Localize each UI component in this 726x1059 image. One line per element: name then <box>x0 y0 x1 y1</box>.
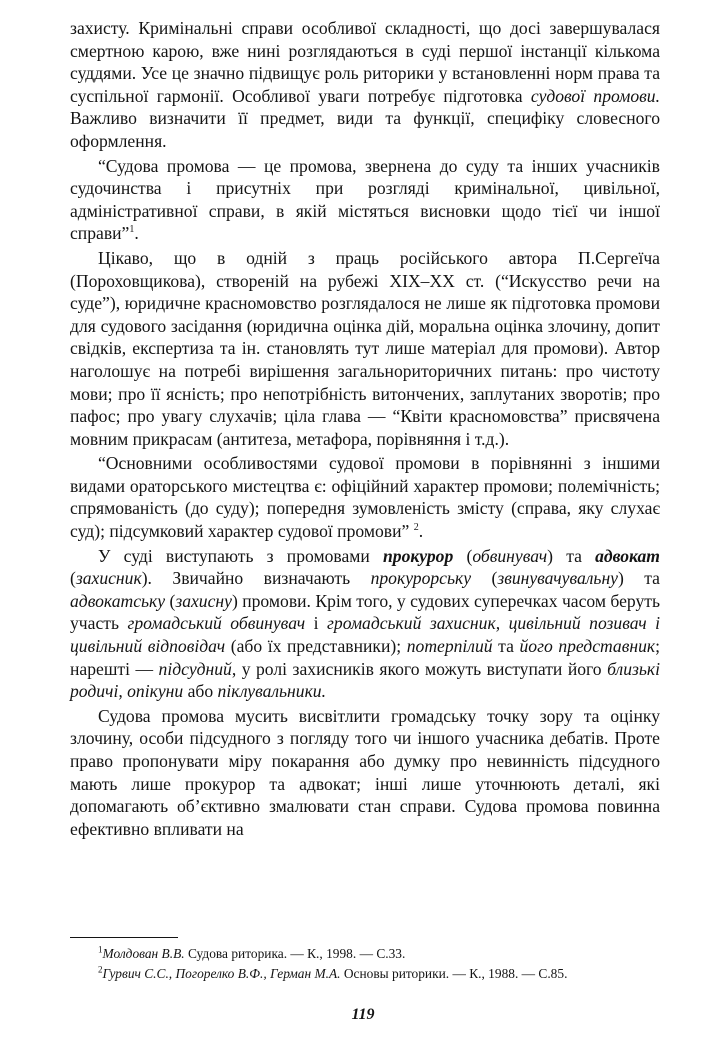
text-run: ; нарешті — <box>70 636 661 679</box>
text-run: та <box>492 636 520 657</box>
text-run: ( <box>165 590 176 611</box>
paragraph <box>70 155 660 245</box>
emphasis-run: захисник <box>75 568 142 589</box>
paragraph <box>70 247 660 450</box>
text-run: ). Звичайно визначають <box>141 568 371 589</box>
text-run: ( <box>70 568 76 589</box>
footnote-text: Основы риторики. — К., 1988. — С.85. <box>340 966 568 981</box>
text-run: “Судова промова — це промова, звернена до суду та інших учасників судочинства і присутніх при розгляді кримінальної, цивільної, адміністративної справи, в якій містяться висновки щодо тієї чи іншої справи” <box>70 155 660 244</box>
emphasis-run: звинувачувальну <box>497 568 618 589</box>
text-run: Важливо визначити її предмет, види та функції, специфіку словесного оформлення. <box>70 108 660 151</box>
paragraph <box>70 17 660 153</box>
text-run: У суді виступають з промовами <box>98 545 384 566</box>
emphasis-run: його представник <box>519 636 656 657</box>
page-number: 119 <box>351 1006 375 1023</box>
text-run: Цікаво, що в одній з праць російського автора П.Сергеїча (Пороховщикова), створеній на рубежі XIX–XX ст. (“Искусство речи на суде”), юридичне красномовство розглядалося не лише як підготовка промови для судового засідання (юридична оцінка дій, моральна оцінка злочину, допит свідків, експертиза та ін. становлять тут лише матеріал для промови). Автор наголошує на потребі вирішення загальнориторичних питань: про чистоту мови; про її ясність; про непотрібність витончених, заплутаних зворотів; про пафос; про увагу слухачів; ціла глава — “Квіти красномовства” присвячена мовним прикрасам (антитеза, метафора, порівняння і т.д.). <box>70 247 660 449</box>
footnote-author: Гурвич С.С., Погорелко В.Ф., Герман М.А. <box>102 966 341 981</box>
paragraph <box>70 545 660 703</box>
text-run: ( <box>453 545 473 566</box>
text-run: і <box>305 613 328 634</box>
emphasis-run: адвокатську <box>70 590 166 611</box>
footnote-number: 1 <box>98 944 103 955</box>
footnote-2 <box>70 965 670 982</box>
emphasis-run: обвинувач <box>472 545 548 566</box>
emphasis-run: підсудний <box>158 658 232 679</box>
main-text <box>70 17 660 842</box>
text-run: або <box>183 681 218 702</box>
text-run: Судова промова мусить висвітлити громадську точку зору та оцінку злочину, особи підсудного з погляду того чи іншого учасника дебатів. Проте право пропонувати міру покарання або думку про невинність підсудного мають лише прокурор та адвокат; інші лише уточнюють деталі, які допомагають об’єктивно змалювати стан справи. Судова промова повинна ефективно впливати на <box>70 705 660 839</box>
footnote-divider <box>70 937 178 938</box>
emphasis-run: громадський обвинувач <box>127 613 306 634</box>
footnote-text: Судова риторика. — К., 1998. — С.33. <box>184 946 406 961</box>
text-run: . <box>134 223 139 244</box>
text-run: захисту. Кримінальні справи особливої складності, що досі завершувалася смертною карою, вже нині розглядаються в суді першої інстанції кількома суддями. Усе це значно підвищує роль риторики у встановленні норм права та суспільної гармонії. Особливої уваги потребує підготовка <box>70 18 660 106</box>
emphasis-run: адвокат <box>595 545 660 566</box>
text-run: , у ролі захисників якого можуть виступати його <box>231 658 608 679</box>
text-run: (або їх представники); <box>225 636 407 657</box>
emphasis-run: громадський захисник, цивільний позивач і цивільний відповідач <box>70 613 661 657</box>
emphasis-run: прокурор <box>383 545 454 566</box>
text-run: “Основними особливостями судової промови в порівнянні з іншими видами ораторського мистецтва є: офіційний характер промови; полемічність; спрямованість (до суду); попередня зумовленість змісту (справа, яку слухає суд); підсумковий характер судової промови” <box>70 453 660 542</box>
emphasis-run: потерпілий <box>406 636 493 657</box>
emphasis-run: прокурорську <box>370 568 472 589</box>
footnote-ref: 2 <box>413 522 419 534</box>
footnote-author: Молдован В.В. <box>102 946 185 961</box>
text-run: ) та <box>547 545 596 566</box>
paragraph <box>70 452 660 542</box>
emphasis-run: близькі родичі, опікуни <box>70 658 660 702</box>
text-run: ) та <box>617 568 660 589</box>
footnote-1 <box>70 945 670 962</box>
emphasis-run: піклувальники. <box>217 681 327 702</box>
text-run: ) промови. Крім того, у судових суперечках часом беруть участь <box>70 590 661 634</box>
footnote-ref: 1 <box>129 224 135 236</box>
paragraph <box>70 705 660 841</box>
footnote-number: 2 <box>98 964 103 975</box>
text-run: ( <box>471 568 498 589</box>
emphasis-run: судової промови. <box>530 85 660 106</box>
text-run: . <box>418 521 424 542</box>
emphasis-run: захисну <box>175 590 232 611</box>
